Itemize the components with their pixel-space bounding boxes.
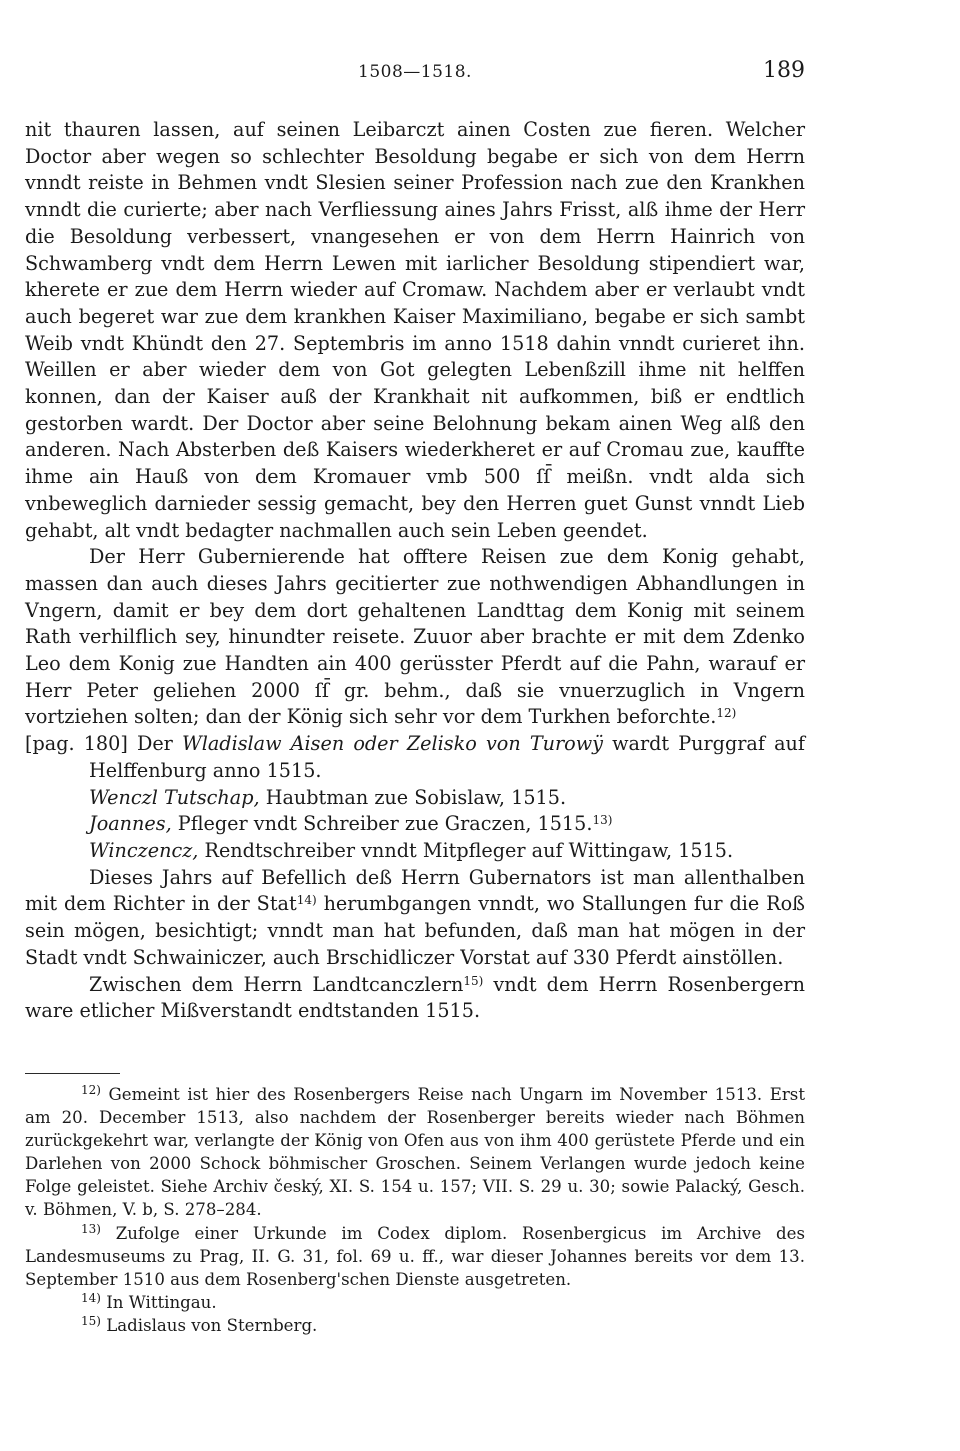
paragraph-3-prefix: [pag. 180] Der — [25, 732, 182, 756]
entry-joannes-text: Pfleger vndt Schreiber zue Graczen, 1515. — [171, 812, 593, 836]
footnote-14-text: In Wittingau. — [100, 1292, 217, 1312]
paragraph-4 — [25, 865, 805, 972]
footnote-15 — [25, 1314, 805, 1337]
footnote-12 — [25, 1083, 805, 1222]
entry-winczencz — [25, 838, 805, 865]
paragraph-2 — [25, 544, 805, 731]
person-name-tutschap: Wenczl Tutschap, — [89, 785, 260, 809]
entry-winczencz-text: Rendtschreiber vnndt Mitpfleger auf Wittingaw, 1515. — [198, 838, 734, 862]
entry-tutschap — [25, 785, 805, 812]
paragraph-3-suffix: wardt Purggraf auf Helffenburg anno 1515. — [89, 732, 805, 782]
paragraph-3 — [25, 731, 805, 784]
footnote-mark-15: 15) — [81, 1313, 101, 1328]
main-text — [25, 117, 805, 1025]
paragraph-5-text-a: Zwischen dem Herrn Landtcanczlern — [89, 972, 464, 996]
person-name-winczencz: Winczencz, — [89, 838, 199, 862]
footnote-12-text: Gemeint ist hier des Rosenbergers Reise nach Ungarn im November 1513. Erst am 20. December 1513, also nachdem der Rosenberger bereits wieder nach Böhmen zurückgekehrt war, verlangte der König von Ofen aus von ihm 400 gerüstete Pferde und ein Darlehen von 2000 Schock böhmischer Groschen. Seinem Verlangen wurde jedoch keine Folge geleistet. Siehe Archiv český, XI. S. 154 u. 157; VII. S. 29 u. 30; sowie Palacký, Gesch. v. Böhmen, V. b, S. 278–284. — [25, 1085, 805, 1220]
footnote-divider — [25, 1073, 120, 1074]
footnote-ref-12: 12) — [716, 706, 737, 721]
footnote-ref-15: 15) — [463, 973, 484, 988]
page-header — [25, 58, 805, 88]
footnotes — [25, 1083, 805, 1337]
footnote-ref-14: 14) — [296, 893, 317, 908]
person-name-wladislaw: Wladislaw Aisen oder Zelisko von Turowÿ — [181, 732, 603, 756]
person-name-joannes: Joannes, — [89, 812, 172, 836]
footnote-13 — [25, 1222, 805, 1291]
paragraph-5 — [25, 972, 805, 1025]
footnote-15-text: Ladislaus von Sternberg. — [100, 1315, 318, 1335]
paragraph-4-text-a: Dieses Jahrs auf Befellich deß Herrn Gubernators ist man allenthalben mit dem Richter in der Stat — [25, 865, 805, 916]
footnote-13-text: Zufolge einer Urkunde im Codex diplom. Rosenbergicus im Archive des Landesmuseums zu Prag, II. G. 31, fol. 69 u. ff., war dieser Johannes bereits vor dem 13. September 1510 aus dem Rosenberg'schen Dienste ausgetreten. — [25, 1223, 805, 1289]
footnote-mark-12: 12) — [81, 1083, 101, 1097]
footnote-mark-14: 14) — [81, 1290, 101, 1305]
footnote-mark-13: 13) — [81, 1221, 101, 1236]
paragraph-4-text-b: herumbgangen vnndt, wo Stallungen fur die Roß sein mögen, besichtigt; vnndt man hat befunden, daß man hat mögen in der Stadt vndt Schwainiczer, auch Brschidliczer Vorstat auf 330 Pferdt ainstöllen. — [25, 892, 805, 969]
footnote-ref-13: 13) — [592, 813, 613, 828]
paragraph-2-text: Der Herr Gubernierende hat offtere Reisen zue dem Konig gehabt, massen dan auch dieses Jahrs gecitierter zue nothwendigen Abhandlungen in Vngern, damit er bey dem dort gehaltenen Landttag dem Konig mit seinem Rath verhilflich sey, hinundter reisete. Zuuor aber brachte er mit dem Zdenko Leo dem Konig zue Handten ain 400 gerüsster Pferdt auf die Pahn, warauf er Herr Peter geliehen 2000 ſſ̄ gr. behm., daß sie vnuerzuglich in Vngern vortziehen solten; dan der König sich sehr vor dem Turkhen beforchte. — [25, 545, 805, 729]
running-head: 1508—1518. — [358, 62, 472, 82]
paragraph-1: nit thauren lassen, auf seinen Leibarczt ainen Costen zue fieren. Welcher Doctor aber wegen so schlechter Besoldung begabe er sich von dem Herrn vnndt reiste in Behmen vndt Slesien seiner Profession nach zue den Krankhen vnndt die curierte; aber nach Verfliessung aines Jahrs Frisst, alß ihme der Herr die Besoldung verbessert, vnangesehen er von dem Herrn Hainrich von Schwamberg vndt dem Herrn Lewen mit iarlicher Besoldung stipendiert war, kherete er zue dem Herrn wieder auf Cromaw. Nachdem aber er verlaubt vndt auch begeret war zue dem krankhen Kaiser Maximiliano, begabe er sich sambt Weib vndt Khündt den 27. Septembris im anno 1518 dahin vnndt curieret ihn. Weillen er aber wieder dem von Got gelegten Lebenßzill ihme nit helffen konnen, dan der Kaiser auß der Krankhait nit aufkommen, biß er endtlich gestorben wardt. Der Doctor aber seine Belohnung bekam ainen Weg alß den anderen. Nach Absterben deß Kaisers wiederkheret er auf Cromau zue, kauffte ihme ain Hauß von dem Kromauer vmb 500 ſſ̄ meißn. vndt alda sich vnbeweglich darnieder sessig gemacht, bey den Herren guet Gunst vnndt Lieb gehabt, alt vndt bedagter nachmallen auch sein Leben geendet. — [25, 118, 805, 542]
page-number: 189 — [763, 58, 805, 83]
entry-joannes — [25, 811, 805, 838]
entry-tutschap-text: Haubtman zue Sobislaw, 1515. — [259, 785, 567, 809]
paragraph-5-text-b: vndt dem Herrn Rosenbergern ware etlicher Mißverstandt endtstanden 1515. — [25, 972, 805, 1023]
footnote-14 — [25, 1291, 805, 1314]
